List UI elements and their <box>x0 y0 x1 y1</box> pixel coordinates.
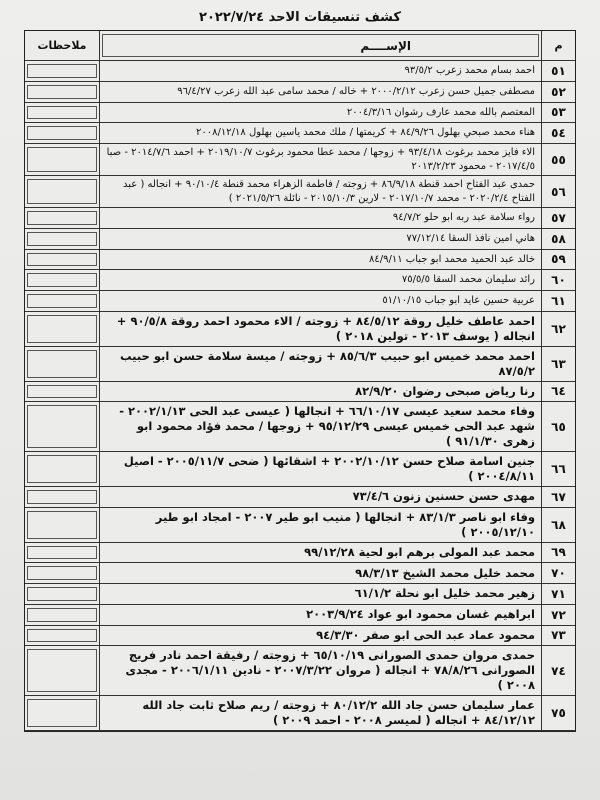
name-cell <box>99 312 541 347</box>
row-number: ٦٣ <box>541 347 575 382</box>
name-cell <box>99 487 541 508</box>
notes-cell <box>25 646 99 696</box>
notes-cell-frame <box>27 350 97 378</box>
notes-cell-frame <box>27 126 97 140</box>
notes-cell <box>25 208 99 229</box>
notes-cell <box>25 61 99 82</box>
name-text: محمد خليل محمد الشيخ ٩٨/٣/١٣ <box>355 565 535 580</box>
notes-cell-frame <box>27 253 97 267</box>
name-text: حمدى عبد الفتاح احمد قنطة ٨٦/٩/١٨ + زوجته / فاطمة الزهراء محمد قنطة ٩٠/١٠/٤ + انجاله ( عبد الفتاح ٢٠٢٠/٢/٤ - محمد ٢٠١٧/١٠/٧ - لارين ٢٠١٥/١٠/٣ - نائلة ٢٠٢١/٥/٢٦ ) <box>123 179 535 204</box>
notes-cell-frame <box>27 273 97 287</box>
notes-cell <box>25 402 99 452</box>
name-cell <box>99 208 541 229</box>
notes-cell-frame <box>27 455 97 483</box>
row-number: ٦٥ <box>541 402 575 452</box>
notes-cell-frame <box>27 232 97 246</box>
name-text: ابراهيم غسان محمود ابو عواد ٢٠٠٣/٩/٢٤ <box>306 607 535 622</box>
name-text: محمود عماد عبد الحى ابو صفر ٩٤/٣/٣٠ <box>316 627 535 642</box>
name-text: عمار سليمان حسن جاد الله ٨٠/١٢/٢ + زوجته / ريم صلاح ثابت جاد الله ٨٤/١٢/١٢ + انجاله ( لميسر ٢٠٠٨ - احمد ٢٠٠٩ ) <box>142 698 535 728</box>
row-number: ٦٠ <box>541 270 575 291</box>
notes-cell <box>25 605 99 626</box>
row-number: ٥٩ <box>541 250 575 271</box>
notes-cell <box>25 229 99 250</box>
row-number: ٦٦ <box>541 452 575 487</box>
name-cell <box>99 103 541 124</box>
name-cell <box>99 82 541 103</box>
name-cell <box>99 61 541 82</box>
name-text: حمدى مروان حمدى الصورانى ٦٥/١٠/١٩ + زوجته / رفيقة احمد نادر فريج الصورانى ٧٨/٨/٢٦ + انجاله ( مروان ٢٠٠٧/٣/٢٢ - نادين ٢٠٠٦/١/١١ - مجدى ٢٠٠٨ ) <box>125 648 535 693</box>
notes-cell <box>25 452 99 487</box>
row-number: ٦١ <box>541 291 575 312</box>
notes-cell-frame <box>27 649 97 692</box>
notes-cell-frame <box>27 608 97 622</box>
row-number: ٥٢ <box>541 82 575 103</box>
name-cell <box>99 347 541 382</box>
row-number: ٦٨ <box>541 508 575 543</box>
notes-cell-frame <box>27 315 97 343</box>
notes-cell <box>25 563 99 584</box>
name-text: احمد محمد خميس ابو حبيب ٨٥/٦/٣ + زوجته / ميسة سلامة حسن ابو حبيب ٨٧/٥/٢ <box>119 348 535 378</box>
row-number: ٧٥ <box>541 696 575 731</box>
name-cell <box>99 176 541 208</box>
row-number: ٧١ <box>541 584 575 605</box>
header-name-frame <box>102 34 539 57</box>
row-number: ٧٣ <box>541 626 575 647</box>
notes-cell-frame <box>27 64 97 78</box>
name-text: مصطفى جميل حسن زعرب ٢٠٠٠/٢/١٢ + خاله / محمد سامى عبد الله زعرب ٩٦/٤/٢٧ <box>177 85 535 97</box>
name-cell <box>99 402 541 452</box>
name-text: المعتصم بالله محمد عارف رشوان ٢٠٠٤/٣/١٦ <box>346 106 535 118</box>
notes-cell-frame <box>27 629 97 643</box>
header-notes <box>25 31 99 61</box>
name-text: احمد بسام محمد زعرب ٩٣/٥/٢ <box>404 65 535 77</box>
row-number: ٥٦ <box>541 176 575 208</box>
name-text: زهير محمد خليل ابو نحلة ٦١/١/٢ <box>354 586 535 601</box>
name-text: وفاء ابو ناصر ٨٣/١/٣ + انجالها ( منيب ابو طير ٢٠٠٧ - امجاد ابو طير ٢٠٠٥/١٢/١٠ ) <box>155 509 535 539</box>
row-number: ٦٢ <box>541 312 575 347</box>
notes-cell <box>25 347 99 382</box>
notes-cell <box>25 626 99 647</box>
row-number: ٦٩ <box>541 543 575 564</box>
notes-cell <box>25 176 99 208</box>
name-cell <box>99 229 541 250</box>
notes-cell-frame <box>27 211 97 225</box>
notes-cell <box>25 82 99 103</box>
row-number: ٥٥ <box>541 144 575 176</box>
notes-cell-frame <box>27 566 97 580</box>
name-text: هاني امين نافذ السقا ٧٧/١٢/١٤ <box>406 232 535 244</box>
name-text: احمد عاطف خليل روقة ٨٤/٥/١٢ + زوجته / الاء محمود احمد روقة ٩٠/٥/٨ + انجاله ( يوسف ٢٠١٣ - تولين ٢٠١٨ ) <box>116 313 535 343</box>
notes-cell <box>25 144 99 176</box>
row-number: ٥٧ <box>541 208 575 229</box>
name-text: رواء سلامة عبد ربه ابو حلو ٩٤/٧/٢ <box>392 212 535 224</box>
name-text: رائد سليمان محمد السقا ٧٥/٥/٥ <box>401 274 535 286</box>
notes-cell <box>25 123 99 144</box>
notes-cell-frame <box>27 405 97 448</box>
name-text: خالد عبد الحميد محمد ابو جباب ٨٤/٩/١١ <box>369 253 535 265</box>
name-cell <box>99 123 541 144</box>
notes-cell-frame <box>27 511 97 539</box>
name-text: هناء محمد صبحي بهلول ٨٤/٩/٢٦ + كريمتها / ملك محمد ياسين بهلول ٢٠٠٨/١٢/١٨ <box>196 127 535 139</box>
header-num-label: م <box>554 39 563 52</box>
notes-cell-frame <box>27 699 97 727</box>
name-cell <box>99 270 541 291</box>
notes-cell <box>25 508 99 543</box>
name-text: جنين اسامة صلاح حسن ٢٠٠٢/١٠/١٢ + اشقائها ( ضحى ٢٠٠٥/١١/٧ - اصيل ٢٠٠٤/٨/١١ ) <box>123 454 535 483</box>
notes-cell-frame <box>27 385 97 399</box>
name-cell <box>99 605 541 626</box>
name-cell <box>99 250 541 271</box>
name-cell <box>99 543 541 564</box>
row-number: ٦٤ <box>541 382 575 403</box>
notes-cell-frame <box>27 294 97 308</box>
names-table <box>24 30 576 732</box>
notes-cell-frame <box>27 587 97 601</box>
name-text: الاء فايز محمد برغوث ٩٣/٤/١٨ + زوجها / محمد عطا محمود برغوث ٢٠١٩/١٠/٧ + احمد ٢٠١٤/٧/٦ - صبا ٢٠١٧/٤/٥ - محمود ٢٠١٣/٢/٢٣ <box>106 147 535 172</box>
header-num <box>541 31 575 61</box>
name-text: رنا رياض صبحى رضوان ٨٢/٩/٢٠ <box>355 383 535 398</box>
header-name-label: الإســــم <box>360 38 411 53</box>
name-text: وفاء محمد سعيد عيسى ٦٦/١٠/١٧ + انجالها ( عيسى عبد الحى ٢٠٠٢/١/١٣ - شهد عبد الحى خميس عيسى ٩٥/١٢/٢٩ + زوجها / محمد فؤاد محمود ابو زهرى ٩١/١/٣٠ ) <box>119 404 535 449</box>
document-title: كشف تنسيقات الاحد ٢٠٢٢/٧/٢٤ <box>199 10 401 25</box>
notes-cell-frame <box>27 546 97 560</box>
name-text: عربية حسين عايد ابو جباب ٥١/١٠/١٥ <box>382 295 535 307</box>
row-number: ٧٠ <box>541 563 575 584</box>
notes-cell <box>25 382 99 403</box>
notes-cell-frame <box>27 106 97 120</box>
name-cell <box>99 382 541 403</box>
name-text: محمد عبد المولى برهم ابو لحية ٩٩/١٢/٢٨ <box>304 544 535 559</box>
notes-cell <box>25 487 99 508</box>
header-name <box>99 31 541 61</box>
row-number: ٥٨ <box>541 229 575 250</box>
notes-cell <box>25 696 99 731</box>
notes-cell <box>25 584 99 605</box>
notes-cell <box>25 543 99 564</box>
row-number: ٧٤ <box>541 646 575 696</box>
row-number: ٦٧ <box>541 487 575 508</box>
notes-cell-frame <box>27 147 97 172</box>
row-number: ٥٤ <box>541 123 575 144</box>
row-number: ٥٣ <box>541 103 575 124</box>
header-notes-label: ملاحظات <box>37 39 87 52</box>
notes-cell-frame <box>27 85 97 99</box>
notes-cell-frame <box>27 179 97 204</box>
name-text: مهدى حسن حسنين زنون ٧٣/٤/٦ <box>352 489 535 504</box>
row-number: ٥١ <box>541 61 575 82</box>
notes-cell <box>25 250 99 271</box>
name-cell <box>99 291 541 312</box>
name-cell <box>99 584 541 605</box>
notes-cell-frame <box>27 490 97 504</box>
row-number: ٧٢ <box>541 605 575 626</box>
name-cell <box>99 626 541 647</box>
name-cell <box>99 144 541 176</box>
name-cell <box>99 508 541 543</box>
name-cell <box>99 563 541 584</box>
notes-cell <box>25 270 99 291</box>
notes-cell <box>25 103 99 124</box>
name-cell <box>99 696 541 731</box>
notes-cell <box>25 291 99 312</box>
name-cell <box>99 646 541 696</box>
notes-cell <box>25 312 99 347</box>
name-cell <box>99 452 541 487</box>
